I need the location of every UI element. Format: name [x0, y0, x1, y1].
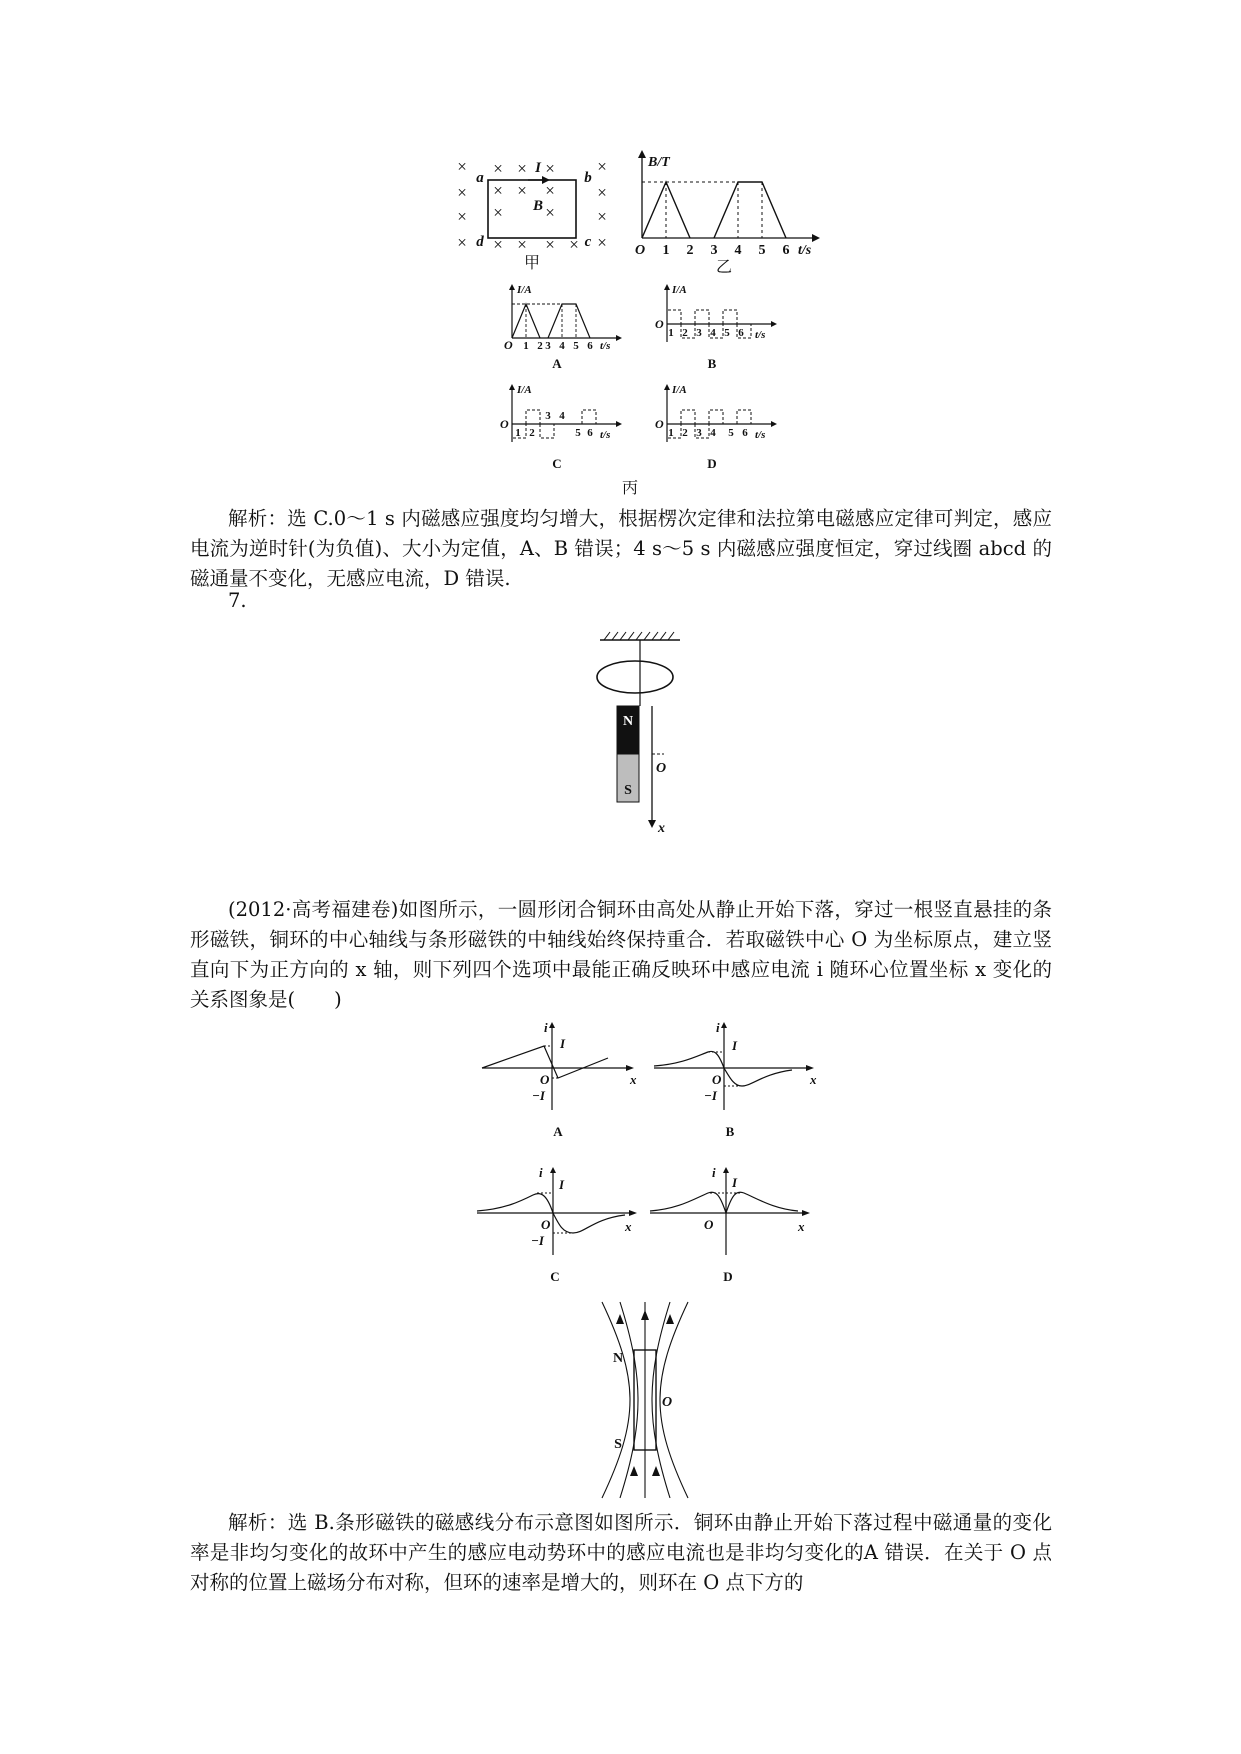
svg-text:1: 1 — [515, 427, 521, 439]
option-graph-d — [648, 1165, 818, 1285]
label-b: b — [584, 170, 592, 186]
field-arrow-icon — [652, 1466, 660, 1476]
svg-text:t/s: t/s — [755, 329, 766, 341]
option-label-a: A — [552, 356, 562, 371]
figure-bing-option-a — [500, 282, 630, 372]
svg-text:×: × — [493, 159, 503, 178]
y-arrow-icon — [638, 150, 646, 158]
svg-text:4: 4 — [710, 427, 716, 439]
svg-text:5: 5 — [573, 340, 579, 352]
svg-text:O: O — [500, 417, 509, 431]
option-label-c: C — [552, 456, 562, 471]
x-axis-label: x — [658, 821, 665, 836]
svg-text:5: 5 — [575, 427, 581, 439]
figure-field-lines — [590, 1300, 700, 1500]
field-s-label: S — [614, 1437, 622, 1452]
svg-text:−I: −I — [531, 1233, 544, 1248]
svg-text:x: x — [810, 1072, 817, 1087]
question-number: 7. — [228, 589, 247, 612]
svg-text:3: 3 — [710, 243, 718, 258]
label-a: a — [476, 170, 484, 186]
option-label-d: D — [707, 456, 717, 471]
svg-text:×: × — [569, 235, 579, 254]
magnet-n-label: N — [622, 714, 634, 729]
analysis-lead: 解析： — [228, 507, 288, 530]
svg-text:3: 3 — [545, 340, 551, 352]
caption-bing — [610, 474, 650, 500]
svg-text:2: 2 — [682, 427, 688, 439]
label-field-B: B — [532, 198, 544, 214]
svg-text:×: × — [517, 181, 527, 200]
analysis-paragraph-1 — [190, 504, 1052, 594]
svg-text:1: 1 — [523, 340, 529, 352]
figure-bing-option-c — [500, 382, 630, 472]
svg-text:×: × — [493, 235, 503, 254]
svg-text:3: 3 — [545, 410, 551, 422]
option-d-label: D — [723, 1269, 733, 1284]
x-axis-arrow-icon — [648, 820, 656, 828]
question-paragraph — [190, 895, 1052, 1015]
svg-text:5: 5 — [758, 243, 766, 258]
option-graph-c — [475, 1165, 645, 1285]
svg-text:I: I — [559, 1177, 565, 1192]
caption-yi: 乙 — [715, 259, 733, 276]
svg-text:6: 6 — [742, 427, 748, 439]
label-c: c — [584, 234, 592, 250]
svg-text:×: × — [545, 203, 555, 222]
svg-text:×: × — [597, 157, 607, 176]
option-graph-a — [480, 1020, 640, 1140]
svg-text:5: 5 — [728, 427, 734, 439]
svg-text:I: I — [560, 1036, 566, 1051]
svg-text:2: 2 — [529, 427, 535, 439]
svg-text:3: 3 — [696, 427, 702, 439]
svg-text:1: 1 — [668, 427, 674, 439]
label-current-I: I — [535, 160, 541, 176]
analysis-text: 选 C.0～1 s 内磁感应强度均匀增大，根据楞次定律和法拉第电磁感应定律可判定，感应电流为逆时针(为负值)、大小为定值，A、B 错误；4 s～5 s 内磁感应强度恒定，穿过线圈 abcd 的磁通量不变化，无感应电流，D 错误. — [190, 507, 1052, 590]
svg-text:×: × — [493, 203, 503, 222]
svg-text:4: 4 — [734, 243, 742, 258]
svg-text:×: × — [517, 159, 527, 178]
copper-ring — [597, 661, 673, 693]
x-arrow-icon — [812, 234, 820, 242]
caption-jia: 甲 — [523, 255, 541, 272]
option-a-label: A — [553, 1124, 563, 1139]
svg-text:×: × — [545, 235, 555, 254]
svg-text:×: × — [545, 181, 555, 200]
svg-text:×: × — [493, 181, 503, 200]
svg-text:4: 4 — [559, 410, 565, 422]
svg-text:I/A: I/A — [517, 384, 532, 396]
analysis-lead: 解析： — [228, 1511, 288, 1534]
svg-text:2: 2 — [537, 340, 543, 352]
svg-text:6: 6 — [738, 327, 744, 339]
svg-text:1: 1 — [668, 327, 674, 339]
svg-text:I/A: I/A — [517, 284, 532, 296]
svg-text:O: O — [504, 338, 513, 352]
question-source: (2012·高考福建卷) — [228, 898, 399, 921]
svg-text:×: × — [457, 157, 467, 176]
figure-jia-coil — [450, 150, 625, 270]
option-label-b: B — [707, 356, 717, 371]
svg-text:2: 2 — [686, 243, 694, 258]
svg-text:t/s: t/s — [600, 340, 611, 352]
svg-text:x: x — [798, 1219, 805, 1234]
svg-text:×: × — [517, 235, 527, 254]
svg-text:×: × — [457, 183, 467, 202]
origin-label: O — [635, 243, 646, 258]
x-axis-label: t/s — [798, 243, 812, 258]
svg-text:6: 6 — [587, 427, 593, 439]
b-curve-segment-2 — [714, 182, 786, 238]
svg-text:I: I — [732, 1038, 738, 1053]
svg-text:×: × — [597, 233, 607, 252]
svg-text:t/s: t/s — [755, 429, 766, 441]
field-arrow-icon — [641, 1310, 649, 1320]
analysis-text: 选 B.条形磁铁的磁感线分布示意图如图所示．铜环由静止开始下落过程中磁通量的变化率是非均匀变化的故环中产生的感应电动势环中的感应电流也是非均匀变化的A 错误．在关于 O 点对称的位置上磁场分布对称，但环的速率是增大的，则环在 O 点下方的 — [190, 1511, 1052, 1594]
svg-text:t/s: t/s — [600, 429, 611, 441]
svg-text:−I: −I — [704, 1088, 717, 1103]
svg-text:O: O — [541, 1217, 551, 1232]
svg-text:i: i — [716, 1020, 720, 1035]
svg-text:×: × — [457, 233, 467, 252]
curve-b — [654, 1051, 792, 1086]
svg-text:1: 1 — [662, 243, 670, 258]
svg-text:4: 4 — [559, 340, 565, 352]
svg-text:O: O — [655, 417, 664, 431]
option-c-label: C — [550, 1269, 560, 1284]
svg-text:i: i — [539, 1165, 543, 1180]
question-text: 如图所示，一圆形闭合铜环由高处从静止开始下落，穿过一根竖直悬挂的条形磁铁，铜环的中心轴线与条形磁铁的中轴线始终保持重合．若取磁铁中心 O 为坐标原点，建立竖直向下为正方向的 x 轴，则下列四个选项中最能正确反映环中感应电流 i 随环心位置坐标 x 变化的关系图象是( ) — [190, 898, 1052, 1011]
svg-text:i: i — [712, 1165, 716, 1180]
field-arrow-icon — [630, 1466, 638, 1476]
field-n-label: N — [612, 1351, 624, 1366]
svg-text:x: x — [630, 1072, 637, 1087]
svg-text:×: × — [597, 207, 607, 226]
svg-text:4: 4 — [710, 327, 716, 339]
svg-text:×: × — [457, 207, 467, 226]
svg-text:O: O — [704, 1217, 714, 1232]
analysis-paragraph-2 — [190, 1508, 1052, 1598]
option-b-label: B — [725, 1124, 735, 1139]
field-o-label: O — [662, 1395, 673, 1410]
figure-ring-magnet — [590, 630, 700, 845]
svg-text:O: O — [655, 317, 664, 331]
svg-text:i: i — [544, 1020, 548, 1035]
svg-text:5: 5 — [724, 327, 730, 339]
svg-text:O: O — [540, 1072, 550, 1087]
svg-text:6: 6 — [782, 243, 790, 258]
figure-bing-option-d — [655, 382, 785, 472]
option-graph-b — [652, 1020, 822, 1140]
figure-bing-option-b — [655, 282, 785, 372]
svg-text:2: 2 — [682, 327, 688, 339]
svg-text:3: 3 — [696, 327, 702, 339]
y-axis-label: B/T — [648, 155, 670, 170]
curve-d — [650, 1192, 798, 1213]
svg-text:×: × — [597, 183, 607, 202]
field-arrow-icon — [616, 1314, 624, 1324]
svg-text:O: O — [712, 1072, 722, 1087]
svg-text:×: × — [545, 159, 555, 178]
svg-text:丙: 丙 — [621, 480, 639, 497]
origin-o-label: O — [656, 761, 667, 776]
field-arrow-icon — [666, 1314, 674, 1324]
svg-text:−I: −I — [532, 1088, 545, 1103]
magnet-s-label: S — [624, 783, 632, 798]
svg-text:I/A: I/A — [672, 384, 687, 396]
svg-text:I/A: I/A — [672, 284, 687, 296]
label-d: d — [476, 234, 484, 250]
figure-yi-graph — [632, 148, 822, 276]
svg-text:x: x — [625, 1219, 632, 1234]
svg-text:I: I — [732, 1175, 738, 1190]
svg-text:6: 6 — [587, 340, 593, 352]
